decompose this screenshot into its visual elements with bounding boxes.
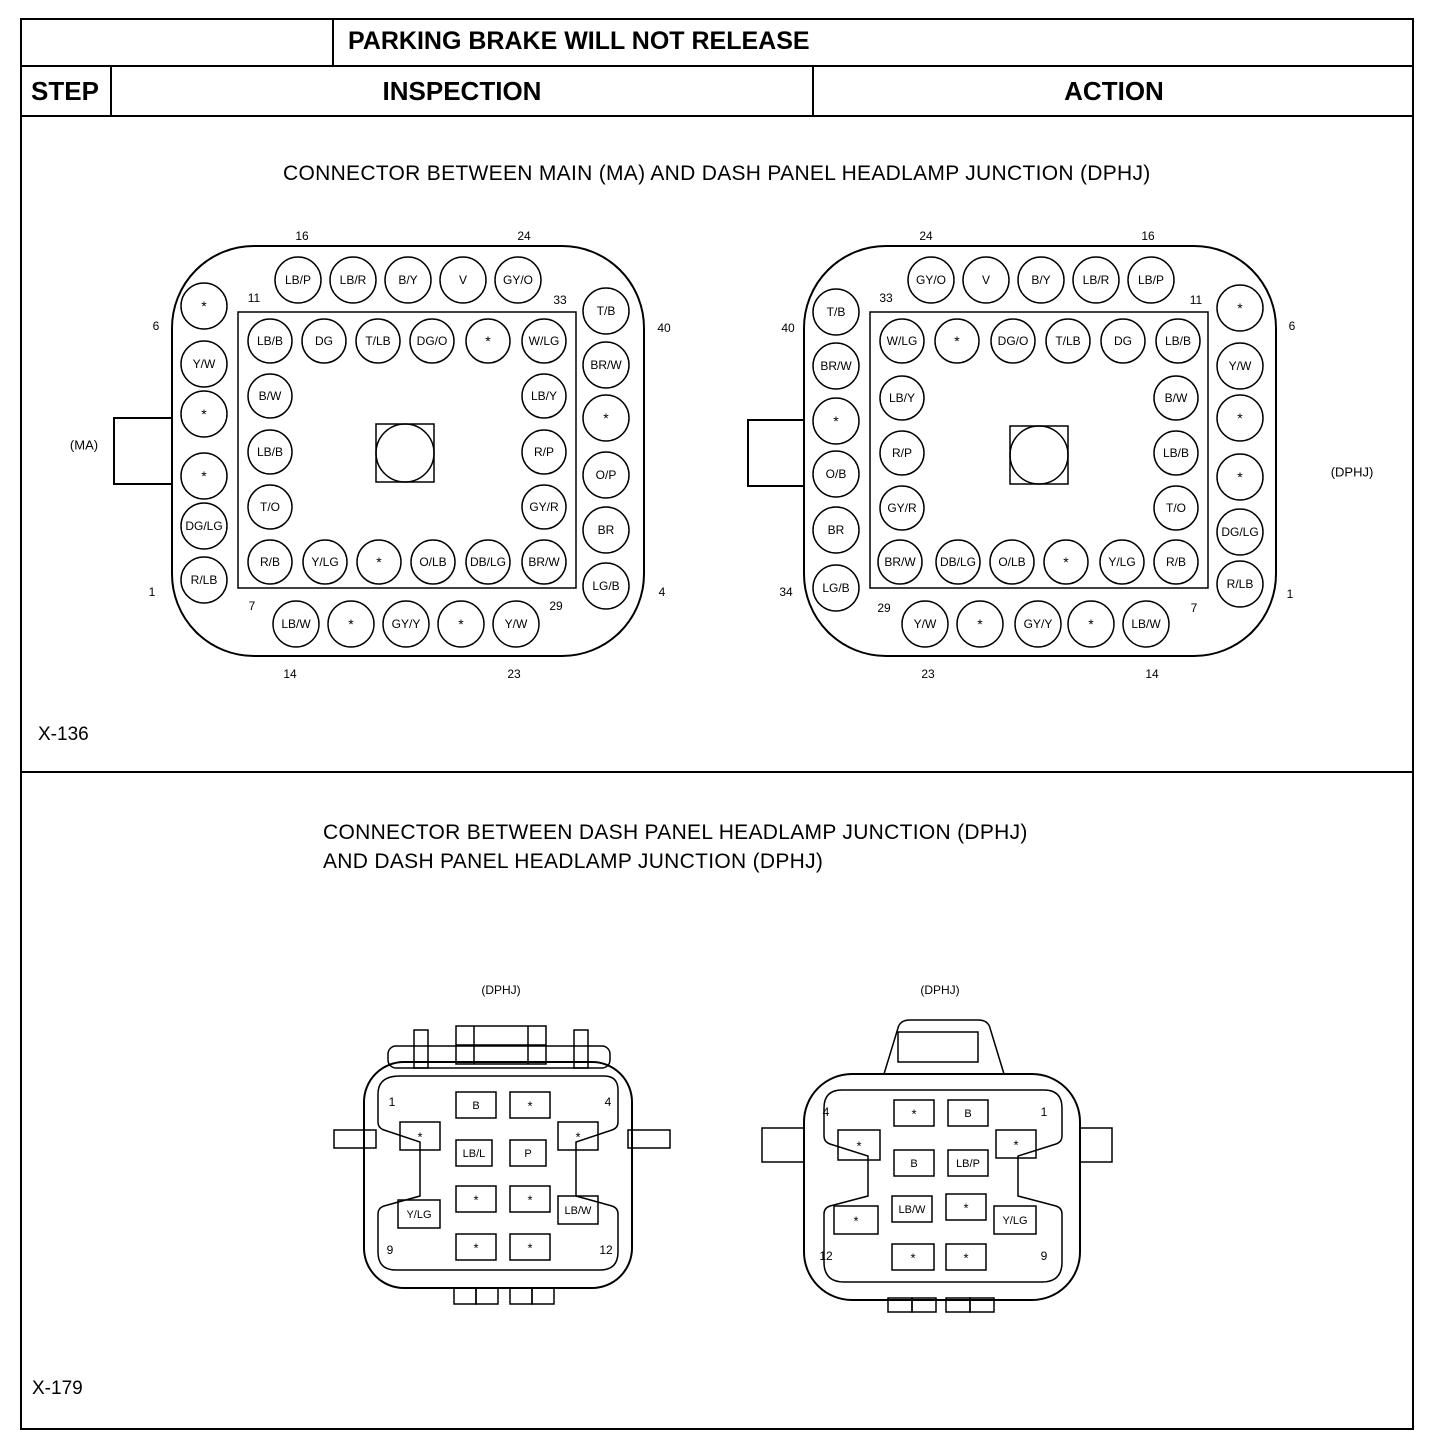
connector-body: [172, 246, 644, 656]
pin-label: B/W: [1164, 391, 1188, 405]
pin-label: DG: [315, 334, 333, 348]
cavity-label: *: [527, 1240, 533, 1256]
pin-label: V: [458, 273, 468, 287]
pin-number: 29: [877, 601, 891, 615]
connector-body: [804, 1074, 1080, 1300]
pin-label: O/LB: [998, 555, 1026, 569]
pin-number: 1: [148, 585, 156, 599]
cavity-label: P: [524, 1148, 532, 1160]
pin-number: 33: [553, 293, 567, 307]
pin-label: DG: [1114, 334, 1132, 348]
cavity-label: *: [856, 1138, 862, 1154]
pin-number: 4: [658, 585, 666, 599]
pin-label: GY/O: [915, 273, 947, 287]
cavity-label: Y/LG: [406, 1209, 432, 1221]
pin-label: *: [201, 468, 207, 484]
pin-number: 11: [1189, 293, 1203, 307]
pin-label: *: [201, 298, 207, 314]
pin-label: LG/B: [592, 579, 620, 593]
pin-label: LB/B: [1162, 446, 1190, 460]
cavity-label: LB/P: [956, 1158, 980, 1170]
pin-label: DG/O: [416, 334, 448, 348]
top-hood: [884, 1020, 1004, 1074]
connector-latch: [748, 420, 804, 486]
pin-label: Y/W: [192, 357, 216, 371]
pin-label: Y/W: [504, 617, 528, 631]
page-title: PARKING BRAKE WILL NOT RELEASE: [348, 27, 810, 55]
pin-label: LB/P: [1137, 273, 1165, 287]
pin-label: R/B: [259, 555, 281, 569]
pin-label: V: [981, 273, 991, 287]
pin-label: *: [954, 333, 960, 349]
pin-label: *: [201, 406, 207, 422]
cavity-label: *: [417, 1129, 423, 1145]
pin-label: *: [348, 616, 354, 632]
pin-label: LB/Y: [530, 389, 558, 403]
pin-number: 34: [779, 585, 793, 599]
side-ear: [1080, 1128, 1112, 1162]
connector-body: [804, 246, 1276, 656]
figure1-caption: CONNECTOR BETWEEN MAIN (MA) AND DASH PANEL HEADLAMP JUNCTION (DPHJ): [283, 162, 1151, 185]
cavity-label: *: [473, 1192, 479, 1208]
pin-label: LB/P: [284, 273, 312, 287]
pin-number: 33: [879, 291, 893, 305]
pin-number: 12: [819, 1249, 833, 1263]
pin-label: LG/B: [822, 581, 850, 595]
cavity-label: *: [910, 1250, 916, 1266]
pin-number: 14: [1145, 667, 1159, 681]
pin-label: LB/Y: [888, 391, 916, 405]
pin-label: DG/LG: [1221, 525, 1259, 539]
pin-label: O/LB: [419, 555, 447, 569]
pin-label: DB/LG: [469, 555, 507, 569]
pin-label: BR: [827, 523, 845, 537]
cavity-label: B: [472, 1100, 480, 1112]
cavity-label: *: [473, 1240, 479, 1256]
side-ear: [334, 1130, 376, 1148]
pin-label: R/B: [1165, 555, 1187, 569]
pin-label: *: [376, 554, 382, 570]
pin-label: Y/LG: [311, 555, 339, 569]
pin-number: 4: [822, 1105, 830, 1119]
pin-label: *: [485, 333, 491, 349]
pin-label: T/O: [260, 500, 280, 514]
pin-label: B/Y: [398, 273, 418, 287]
cavity-label: *: [527, 1192, 533, 1208]
pin-label: BR/W: [590, 358, 622, 372]
pin-label: BR/W: [820, 359, 852, 373]
pin-number: 29: [549, 599, 563, 613]
pin-label: GY/Y: [1023, 617, 1053, 631]
pin-number: 7: [1190, 601, 1198, 615]
step-header: STEP: [20, 67, 112, 115]
pin-label: DB/LG: [939, 555, 977, 569]
center-key-circle: [376, 424, 434, 482]
pin-label: O/B: [825, 467, 847, 481]
pin-number: 23: [507, 667, 521, 681]
pin-label: T/LB: [365, 334, 391, 348]
center-key-circle: [1010, 426, 1068, 484]
pin-label: *: [977, 616, 983, 632]
pin-number: 12: [599, 1243, 613, 1257]
pin-number: 6: [152, 319, 160, 333]
pin-label: GY/O: [502, 273, 534, 287]
figure2-caption-line1: CONNECTOR BETWEEN DASH PANEL HEADLAMP JUNCTION (DPHJ): [323, 821, 1028, 844]
pin-number: 9: [386, 1243, 394, 1257]
foot: [454, 1288, 476, 1304]
pin-label: DG/O: [997, 334, 1029, 348]
pin-label: B/Y: [1031, 273, 1051, 287]
pin-label: T/LB: [1055, 334, 1081, 348]
pin-label: Y/W: [913, 617, 937, 631]
cavity-label: LB/W: [898, 1204, 926, 1216]
pin-number: 23: [921, 667, 935, 681]
cavity-label: *: [963, 1250, 969, 1266]
action-header: ACTION: [1064, 75, 1164, 106]
cavity-label: LB/L: [462, 1148, 486, 1160]
pin-label: *: [603, 410, 609, 426]
pin-label: W/LG: [886, 334, 918, 348]
pin-number: 16: [1141, 229, 1155, 243]
pin-label: R/LB: [1226, 577, 1254, 591]
pin-number: 40: [781, 321, 795, 335]
connector-label-ma: (MA): [69, 437, 99, 453]
pin-label: *: [1088, 616, 1094, 632]
cavity-label: *: [1013, 1137, 1019, 1153]
pin-label: T/B: [596, 304, 616, 318]
pin-label: *: [1237, 300, 1243, 316]
cavity-label: Y/LG: [1002, 1215, 1028, 1227]
pin-label: *: [1237, 410, 1243, 426]
pin-number: 9: [1040, 1249, 1048, 1263]
pin-number: 6: [1288, 319, 1296, 333]
connector-label-dphj-left: (DPHJ): [481, 983, 521, 997]
cavity-label: *: [575, 1129, 581, 1145]
pin-label: W/LG: [528, 334, 560, 348]
pin-label: BR/W: [528, 555, 560, 569]
pin-label: LB/B: [256, 334, 284, 348]
inspection-header: INSPECTION: [112, 67, 814, 115]
pin-label: B/W: [258, 389, 282, 403]
pin-number: 14: [283, 667, 297, 681]
pin-label: Y/LG: [1108, 555, 1136, 569]
pin-label: *: [833, 413, 839, 429]
pin-label: LB/R: [1082, 273, 1110, 287]
pin-number: 4: [604, 1095, 612, 1109]
figure2-id: X-179: [32, 1378, 83, 1399]
pin-label: GY/R: [529, 500, 559, 514]
pin-number: 24: [919, 229, 933, 243]
pin-label: R/P: [533, 445, 555, 459]
pin-number: 11: [247, 291, 261, 305]
pin-number: 1: [388, 1095, 396, 1109]
pin-label: LB/B: [256, 445, 284, 459]
pin-number: 40: [657, 321, 671, 335]
pin-label: LB/W: [1131, 617, 1161, 631]
cavity-label: LB/W: [564, 1205, 592, 1217]
pin-label: Y/W: [1228, 359, 1252, 373]
pin-label: LB/W: [281, 617, 311, 631]
pin-label: GY/R: [887, 501, 917, 515]
pin-number: 16: [295, 229, 309, 243]
pin-label: *: [1237, 469, 1243, 485]
pin-label: LB/R: [339, 273, 367, 287]
pin-label: BR: [597, 523, 615, 537]
pin-label: *: [458, 616, 464, 632]
foot: [476, 1288, 498, 1304]
cavity-label: B: [964, 1108, 972, 1120]
pin-label: O/P: [595, 468, 617, 482]
cavity-label: B: [910, 1158, 918, 1170]
connector-label-dphj-right: (DPHJ): [920, 983, 960, 997]
pin-label: LB/B: [1164, 334, 1192, 348]
cavity-label: *: [527, 1098, 533, 1114]
pin-label: *: [1063, 554, 1069, 570]
pin-label: DG/LG: [185, 519, 223, 533]
pin-label: BR/W: [884, 555, 916, 569]
foot: [510, 1288, 532, 1304]
connector-latch: [114, 418, 172, 484]
pin-label: R/P: [891, 446, 913, 460]
cavity-label: *: [911, 1106, 917, 1122]
pin-number: 1: [1040, 1105, 1048, 1119]
pin-label: R/LB: [190, 573, 218, 587]
pin-number: 1: [1286, 587, 1294, 601]
pin-number: 24: [517, 229, 531, 243]
side-ear: [628, 1130, 670, 1148]
pin-label: T/B: [826, 305, 846, 319]
pin-label: T/O: [1166, 501, 1186, 515]
side-ear: [762, 1128, 804, 1162]
cavity-label: *: [853, 1213, 859, 1229]
foot: [532, 1288, 554, 1304]
connector-label-dphj: (DPHJ): [1330, 464, 1374, 480]
pin-label: GY/Y: [391, 617, 421, 631]
figure2-caption-line2: AND DASH PANEL HEADLAMP JUNCTION (DPHJ): [323, 850, 824, 873]
figure1-id: X-136: [38, 724, 89, 745]
cavity-label: *: [963, 1200, 969, 1216]
pin-number: 7: [248, 599, 256, 613]
lock-tab: [898, 1032, 978, 1062]
inner-outline: [824, 1090, 1062, 1282]
connector-body: [364, 1062, 632, 1288]
inner-outline: [378, 1076, 618, 1270]
